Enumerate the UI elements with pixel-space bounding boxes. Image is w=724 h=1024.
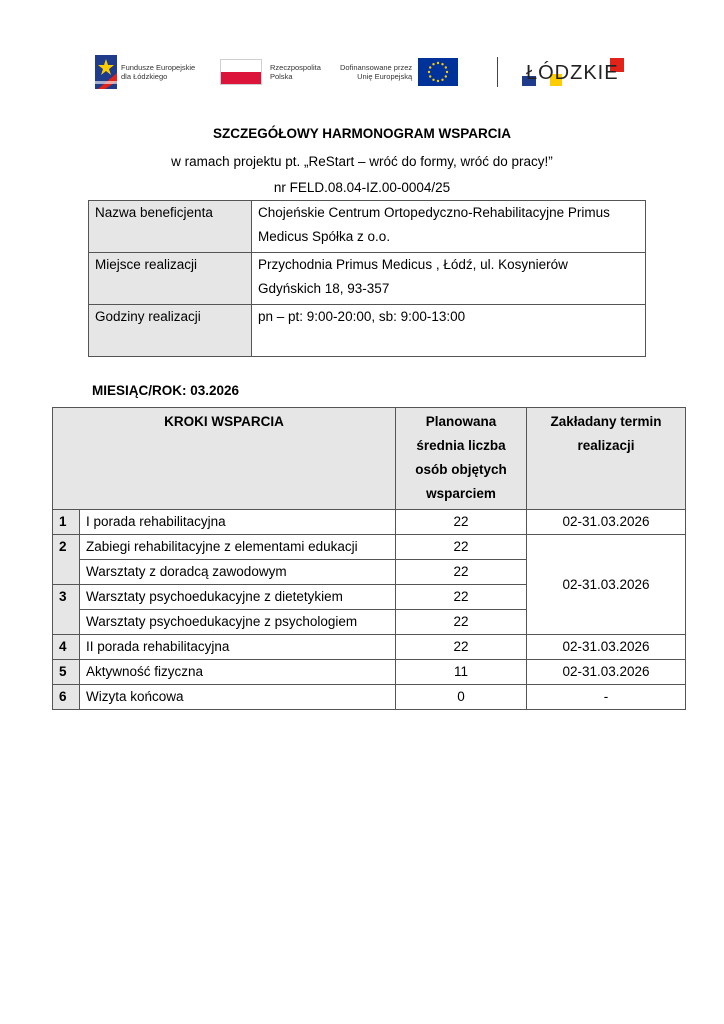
header-line: Zakładany termin [550, 414, 662, 429]
eu-line1: Dofinansowane przez [340, 63, 413, 72]
info-label: Miejsce realizacji [89, 253, 252, 305]
info-row-hours [89, 305, 646, 357]
info-value-line2: Medicus Spółka z o.o. [258, 229, 391, 244]
step-name: Zabiegi rehabilitacyjne z elementami edukacji [80, 535, 396, 560]
table-header-row [53, 408, 686, 510]
step-count: 22 [396, 510, 527, 535]
step-count: 22 [396, 610, 527, 635]
table-row [53, 535, 686, 560]
step-count: 11 [396, 660, 527, 685]
table-row [53, 660, 686, 685]
step-name: Aktywność fizyczna [80, 660, 396, 685]
info-row-location [89, 253, 646, 305]
header-term [527, 408, 686, 510]
table-row [53, 685, 686, 710]
header-line: wsparciem [426, 486, 496, 501]
support-steps-table [52, 407, 686, 710]
rzeczpospolita-logo [220, 52, 321, 92]
header-line: Planowana [425, 414, 497, 429]
info-value-line1: pn – pt: 9:00-20:00, sb: 9:00-13:00 [258, 309, 466, 324]
info-value-line2: Gdyńskich 18, 93-357 [258, 281, 390, 296]
fe-star-icon [95, 55, 117, 89]
info-row-beneficiary [89, 201, 646, 253]
step-name: Wizyta końcowa [80, 685, 396, 710]
fe-line1: Fundusze Europejskie [121, 63, 196, 72]
rp-line2: Polska [270, 72, 293, 81]
step-term: 02-31.03.2026 [527, 510, 686, 535]
header-steps: KROKI WSPARCIA [53, 408, 396, 510]
project-info-table [88, 200, 646, 357]
step-name: I porada rehabilitacyjna [80, 510, 396, 535]
document-title: SZCZEGÓŁOWY HARMONOGRAM WSPARCIA [213, 126, 511, 141]
step-count: 22 [396, 560, 527, 585]
eu-line2: Unię Europejską [357, 72, 413, 81]
eu-logo [340, 52, 458, 92]
header-line: realizacji [577, 438, 635, 453]
fe-logo-text [121, 63, 195, 81]
info-value-line1: Chojeńskie Centrum Ortopedyczno-Rehabilitacyjne Primus [258, 205, 610, 220]
info-value [252, 201, 646, 253]
step-number: 5 [53, 660, 80, 685]
table-row [53, 635, 686, 660]
fe-line2: dla Łódzkiego [121, 72, 168, 81]
step-name: Warsztaty z doradcą zawodowym [80, 560, 396, 585]
step-name: II porada rehabilitacyjna [80, 635, 396, 660]
header-line: średnia liczba [416, 438, 506, 453]
eu-flag-icon [418, 58, 458, 86]
info-label: Godziny realizacji [89, 305, 252, 357]
table-row [53, 510, 686, 535]
logo-divider [497, 57, 498, 87]
project-number: nr FELD.08.04-IZ.00-0004/25 [273, 180, 451, 195]
info-value [252, 305, 646, 357]
document-subtitle: w ramach projektu pt. „ReStart – wróć do formy, wróć do pracy!” [171, 154, 553, 169]
step-number: 1 [53, 510, 80, 535]
step-count: 22 [396, 535, 527, 560]
month-year-label: MIESIĄC/ROK: 03.2026 [92, 383, 240, 398]
polish-flag-icon [220, 59, 262, 85]
header-planned-count [396, 408, 527, 510]
step-count: 22 [396, 585, 527, 610]
step-number: 3 [53, 585, 80, 635]
fundusze-europejskie-logo [95, 52, 195, 92]
lodzkie-logo [520, 56, 630, 88]
step-count: 0 [396, 685, 527, 710]
eu-logo-text [340, 63, 412, 81]
info-value-line1: Przychodnia Primus Medicus , Łódź, ul. Kosynierów [258, 257, 568, 272]
step-term-merged: 02-31.03.2026 [527, 535, 686, 635]
lodzkie-wordmark: ŁÓDZKIE [526, 62, 619, 84]
info-value [252, 253, 646, 305]
step-count: 22 [396, 635, 527, 660]
step-term: - [527, 685, 686, 710]
info-label: Nazwa beneficjenta [89, 201, 252, 253]
step-term: 02-31.03.2026 [527, 635, 686, 660]
step-name: Warsztaty psychoedukacyjne z psychologiem [80, 610, 396, 635]
logo-strip [0, 52, 724, 92]
step-number: 6 [53, 685, 80, 710]
step-number: 2 [53, 535, 80, 585]
step-term: 02-31.03.2026 [527, 660, 686, 685]
header-line: osób objętych [415, 462, 507, 477]
step-name: Warsztaty psychoedukacyjne z dietetykiem [80, 585, 396, 610]
rp-logo-text [270, 63, 321, 81]
rp-line1: Rzeczpospolita [270, 63, 321, 72]
step-number: 4 [53, 635, 80, 660]
